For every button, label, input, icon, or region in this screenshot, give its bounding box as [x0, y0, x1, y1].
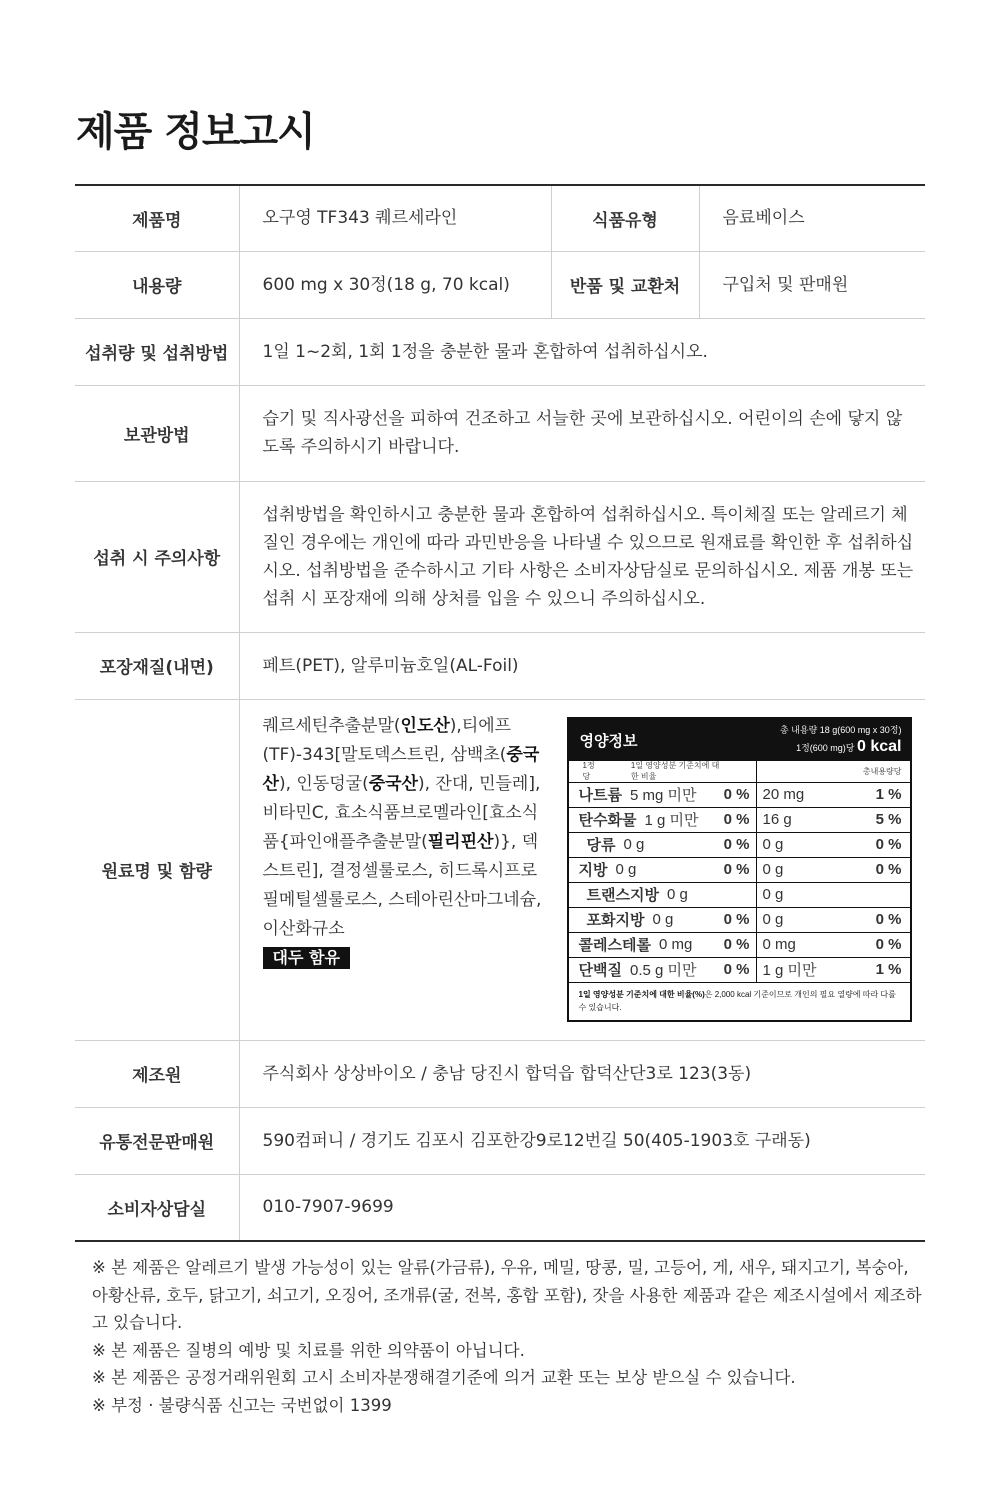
nutrient-total-pct: 0 % [875, 836, 902, 853]
table-row [75, 1107, 925, 1174]
nutrition-footnote [569, 983, 910, 1020]
col-daily-ratio: 1일 영양성분 기준치에 대한 비율 [630, 761, 720, 781]
distributor-value: 590컴퍼니 / 경기도 김포시 김포한강9로12번길 50(405-1903호 구래동) [239, 1107, 925, 1174]
nutrient-pct: 0 % [723, 961, 750, 978]
food-type-label: 식품유형 [551, 185, 699, 251]
ingredients-text [263, 712, 553, 973]
product-name-value: 오구영 TF343 퀘르세라인 [239, 185, 551, 251]
footnote-rest: 은 2,000 kcal 기준이므로 개인의 필요 열량에 따라 다를 수 있습니다. [578, 989, 896, 1012]
nutrient-name: 트랜스지방 [586, 887, 659, 904]
return-place-value: 구입처 및 판매원 [699, 251, 925, 318]
storage-value: 습기 및 직사광선을 피하여 건조하고 서늘한 곳에 보관하십시오. 어린이의 손에 닿지 않도록 주의하시기 바랍니다. [239, 385, 925, 481]
nutrient-amount: 0 g [652, 911, 674, 928]
nutrient-total: 16 g [762, 811, 792, 828]
table-row [75, 1040, 925, 1107]
nutrient-name: 포화지방 [586, 912, 645, 929]
nutrition-row [569, 908, 910, 933]
nutrient-total: 1 g 미만 [762, 962, 817, 979]
nutrient-amount: 1 g 미만 [644, 812, 699, 829]
content-label: 내용량 [75, 251, 239, 318]
nutrition-header [569, 719, 910, 761]
kcal-value: 0 kcal [857, 737, 902, 755]
ingredients-cell [239, 699, 925, 1040]
nutrient-total: 0 g [762, 911, 784, 928]
per-serving-label: 1정(600 mg)당 [796, 742, 855, 753]
nutrient-total-pct: 5 % [875, 811, 902, 828]
nutrition-row [569, 858, 910, 883]
nutrient-total: 0 g [762, 836, 784, 853]
table-row [75, 318, 925, 385]
intake-value: 1일 1~2회, 1회 1정을 충분한 물과 혼합하여 섭취하십시오. [239, 318, 925, 385]
ingredient-text-part: )}, 덱스트린], 결정셀룰로스, 히드록시프로필메틸셀룰로스, 스테아린산마그네슘, 이산화규소 [262, 831, 542, 939]
allergen-badge: 대두 함유 [263, 947, 350, 969]
nutrient-total-pct: 1 % [875, 786, 902, 803]
nutrient-name: 단백질 [578, 962, 622, 979]
ingredient-origin: 중국산 [368, 773, 418, 794]
nutrient-amount: 0.5 g 미만 [629, 962, 697, 979]
page-title: 제품 정보고시 [76, 109, 315, 155]
nutrition-title: 영양정보 [579, 732, 638, 750]
ingredient-text-part: ), 잔대, 민들레], 비타민C, 효소식품브로멜라인[효소식품{파인애플추출분말( [262, 773, 541, 852]
food-type-value: 음료베이스 [699, 185, 925, 251]
nutrient-pct: 0 % [723, 836, 750, 853]
nutrient-name: 지방 [578, 862, 608, 879]
nutrient-amount: 0 g [666, 886, 688, 903]
nutrient-pct: 0 % [723, 911, 750, 928]
table-row [75, 699, 925, 1040]
nutrition-per-serving [796, 738, 901, 756]
note-allergy: ※ 본 제품은 알레르기 발생 가능성이 있는 알류(가금류), 우유, 메밀, 땅콩, 밀, 고등어, 게, 새우, 돼지고기, 복숭아, 아황산류, 호두, 닭고기, 쇠고기, 오징어, 조개류(굴, 전복, 홍합 포함), 잣을 사용한 제품과 같은 제조시설에서 제조하고 있습니다. [92, 1258, 922, 1332]
nutrient-total-pct: 0 % [875, 911, 902, 928]
table-row [75, 251, 925, 318]
product-info-table [75, 184, 925, 1242]
col-per-tablet: 1정 당 [582, 761, 595, 781]
ingredient-origin: 인도산 [400, 715, 450, 736]
nutrition-total-amount: 총 내용량 18 g(600 mg x 30정) [779, 724, 902, 735]
ingredient-origin: 필리핀산 [427, 831, 494, 852]
return-place-label: 반품 및 교환처 [551, 251, 699, 318]
nutrition-row [569, 933, 910, 958]
nutrition-subheader [569, 761, 910, 783]
nutrient-amount: 0 g [623, 836, 645, 853]
nutrition-row [569, 958, 910, 983]
nutrition-row [569, 833, 910, 858]
nutrient-name: 당류 [586, 837, 616, 854]
product-name-label: 제품명 [75, 185, 239, 251]
packaging-value: 페트(PET), 알루미늄호일(AL-Foil) [239, 632, 925, 699]
caution-value: 섭취방법을 확인하시고 충분한 물과 혼합하여 섭취하십시오. 특이체질 또는 알레르기 체질인 경우에는 개인에 따라 과민반응을 나타낼 수 있으므로 원재료를 확인한 후 섭취하십시오. 섭취방법을 준수하시고 기타 사항은 소비자상담실로 문의하십시오. 제품 개봉 또는 섭취 시 포장재에 의해 상처를 입을 수 있으니 주의하십시오. [239, 481, 925, 632]
col-total: 총내용량당 [862, 766, 902, 776]
note-report: ※ 부정 · 불량식품 신고는 국번없이 1399 [92, 1395, 392, 1415]
storage-label: 보관방법 [75, 385, 239, 481]
nutrient-amount: 0 mg [658, 936, 693, 953]
distributor-label: 유통전문판매원 [75, 1107, 239, 1174]
content-value: 600 mg x 30정(18 g, 70 kcal) [239, 251, 551, 318]
nutrient-pct: 0 % [723, 786, 750, 803]
nutrient-total-pct: 0 % [875, 861, 902, 878]
packaging-label: 포장재질(내면) [75, 632, 239, 699]
nutrient-total-pct: 1 % [875, 961, 902, 978]
ingredient-text-part: ),티에프(TF)-343[말토덱스트린, 삼백초( [262, 715, 512, 765]
table-row [75, 481, 925, 632]
nutrient-pct: 0 % [723, 811, 750, 828]
nutrient-total: 20 mg [762, 786, 805, 803]
table-row [75, 1174, 925, 1241]
nutrient-pct: 0 % [723, 861, 750, 878]
caution-label: 섭취 시 주의사항 [75, 481, 239, 632]
nutrient-total: 0 g [762, 861, 784, 878]
nutrient-name: 나트륨 [578, 787, 622, 804]
nutrient-amount: 5 mg 미만 [629, 787, 697, 804]
nutrient-name: 콜레스테롤 [578, 937, 651, 954]
table-row [75, 632, 925, 699]
nutrition-row [569, 883, 910, 908]
notes-section [92, 1254, 927, 1419]
ingredients-label: 원료명 및 함량 [75, 699, 239, 1040]
ingredient-origin: 중국산 [262, 744, 540, 794]
nutrition-row [569, 783, 910, 808]
nutrient-pct: 0 % [723, 936, 750, 953]
consumer-center-value: 010-7907-9699 [239, 1174, 925, 1241]
nutrient-total: 0 mg [762, 936, 796, 953]
manufacturer-value: 주식회사 상상바이오 / 충남 당진시 합덕읍 합덕산단3로 123(3동) [239, 1040, 925, 1107]
table-row [75, 185, 925, 251]
table-row [75, 385, 925, 481]
note-compensation: ※ 본 제품은 공정거래위원회 고시 소비자분쟁해결기준에 의거 교환 또는 보상 받으실 수 있습니다. [92, 1368, 796, 1387]
nutrient-amount: 0 g [615, 861, 637, 878]
manufacturer-label: 제조원 [75, 1040, 239, 1107]
nutrient-total-pct: 0 % [875, 936, 902, 953]
nutrient-name: 탄수화물 [578, 812, 637, 829]
nutrition-facts-panel [567, 717, 912, 1022]
ingredient-text-part: ), 인동덩굴( [278, 773, 369, 794]
nutrition-row [569, 808, 910, 833]
consumer-center-label: 소비자상담실 [75, 1174, 239, 1241]
footnote-bold: 1일 영양성분 기준치에 대한 비율(%) [578, 989, 705, 999]
nutrient-total: 0 g [762, 886, 784, 903]
intake-label: 섭취량 및 섭취방법 [75, 318, 239, 385]
ingredient-text-part: 퀘르세틴추출분말( [262, 715, 401, 736]
note-not-medicine: ※ 본 제품은 질병의 예방 및 치료를 위한 의약품이 아닙니다. [92, 1340, 525, 1360]
